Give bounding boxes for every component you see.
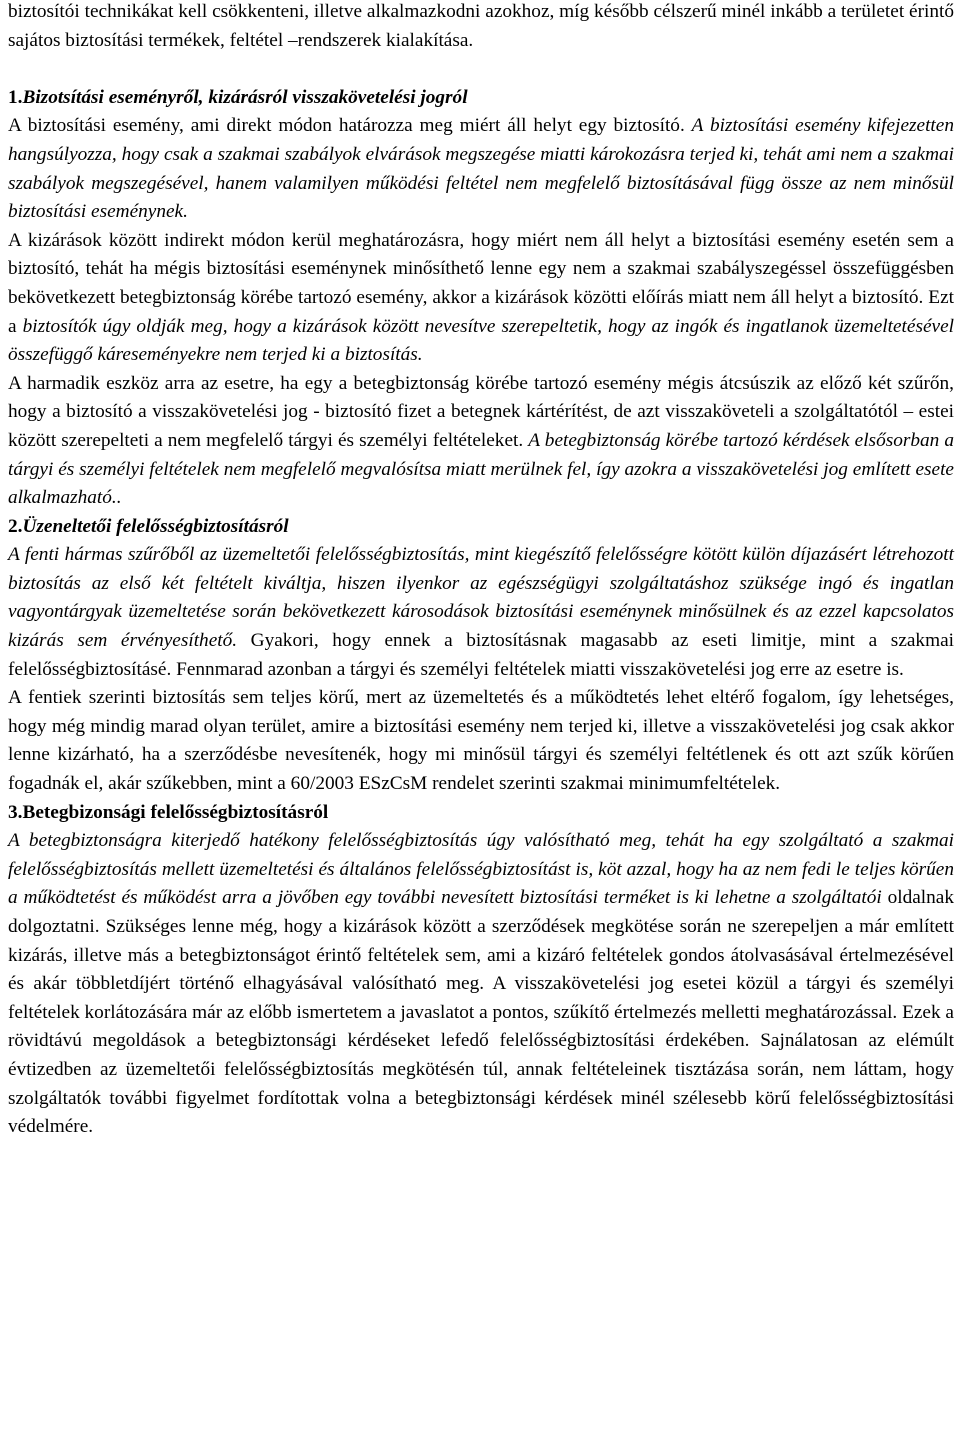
paragraph [8, 827, 954, 1142]
section-heading-1 [8, 84, 954, 113]
document-page [8, 0, 954, 1142]
section-title: Bizotsítási eseményről, kizárásról visszakövetelési jogról [22, 86, 468, 108]
paragraph-text: Gyakori, hogy ennek a biztosításnak magasabb az eseti limitje, mint a szakmai felelősségbiztosításé. Fennmarad azonban a tárgyi és személyi feltételek miatti visszakövetelési jog erre az esetre is. [8, 630, 954, 680]
paragraph-italic-text: A fenti hármas szűrőből az üzemeltetői felelősségbiztosítás, mint kiegészítő felelősségre kötött külön díjazásért létrehozott biztosítás az első két feltételt kiváltja, hiszen ilyenkor az egészségügyi szolgáltatáshoz szüksége ingó és ingatlan vagyontárgyak üzemeltetése során bekövetkezett károsodások biztosítási eseménynek minősülnek és az ezzel kapcsolatos kizárás sem érvényesíthető. [8, 544, 954, 652]
section-number: 3. [8, 801, 23, 823]
paragraph-text: A kizárások között indirekt módon kerül meghatározásra, hogy miért nem áll helyt a biztosítási esemény esetén sem a biztosító, tehát ha mégis biztosítási eseménynek minősíthető lenne egy nem a szakmai szabályszegéssel összefüggésben bekövetkezett betegbiztonság körébe tartozó esemény, akkor a kizárások közötti előírás miatt nem áll helyt a biztosító. Ezt a [8, 229, 954, 337]
paragraph-italic-text: A betegbiztonság körébe tartozó kérdések elsősorban a tárgyi és személyi feltételek nem megfelelő megvalósítsa miatt merülnek fel, így azokra a visszakövetelési jog említett esete alkalmazható.. [8, 429, 955, 509]
paragraph-text: A harmadik eszköz arra az esetre, ha egy a betegbiztonság körébe tartozó esemény mégis átcsúszik az előző két szűrőn, hogy a biztosító a visszakövetelési jog - biztosító fizet a betegnek kártérítést, de azt visszaköveteli a szolgáltatótól – estei között szerepelteti a nem megfelelő tárgyi és személyi feltételeket. [8, 372, 954, 451]
paragraph [8, 370, 954, 513]
section-title: Üzeneltetői felelősségbiztosításról [22, 515, 289, 537]
paragraph-text: oldalnak dolgoztatni. Szükséges lenne még, hogy a kizárások között a szerződések megkötése során ne szerepeljen a már említett kizárás, illetve más a betegbiztonságot érintő feltételek sem, ami a kizáró feltételek gondos átolvasásával értelmezésével és akár többletdíjért történő elhagyásával valósítható meg. A visszakövetelési jog esetei közül a tárgyi és személyi feltételek korlátozására már az előbb ismertetem a javaslatot a pontos, szűkítő értelmezés melletti meghatározással. Ezek a rövidtávú megoldások a betegbiztonsági kérdéseket lefedő felelősségbiztosítási érdekében. Sajnálatosan az elémúlt évtizedben az üzemeltetői felelősségbiztosítás megkötésén túl, annak feltételeinek tisztázása során, nem láttam, hogy szolgáltatók további figyelmet fordítottak volna a betegbiztonsági kérdések minél szélesebb körű felelősségbiztosítási védelmére. [8, 887, 954, 1138]
paragraph-text: A fentiek szerinti biztosítás sem teljes körű, mert az üzemeltetés és a működtetés lehet eltérő fogalom, így lehetséges, hogy még mindig marad olyan terület, amire a biztosítási esemény nem terjed ki, illetve a visszakövetelési jog csak akkor lenne kizárható, ha a szerződésbe nevesítenék, hogy mi minősül tárgyi és személyi feltétlenek és ott azt szűk körűen fogadnák el, akár szűkebben, mint a 60/2003 ESzCsM rendelet szerinti szakmai minimumfeltételek. [8, 687, 954, 795]
paragraph [8, 227, 954, 370]
section-heading-3 [8, 799, 954, 828]
section-number: 1. [8, 86, 23, 108]
paragraph-italic-text: A biztosítási esemény kifejezetten hangsúlyozza, hogy csak a szakmai szabályok elvárások megszegése miatti károkozásra terjed ki, tehát ami nem a szakmai szabályok megszegésével, hanem valamilyen működési feltétel nem megfelelő biztosításával függ össze az nem minősül biztosítási eseménynek. [8, 115, 954, 223]
section-title: Betegbizonsági felelősségbiztosításról [22, 801, 329, 823]
paragraph-italic-text: A betegbiztonságra kiterjedő hatékony felelősségbiztosítás úgy valósítható meg, tehát ha egy szolgáltató a szakmai felelősségbiztosítás mellett üzemeltetési és általános felelősségbiztosítást is, köt azzal, hogy ha az nem fedi le teljes körűen a működtetést és működést arra a jövőben egy további nevesített biztosítási terméket is ki lehetne a szolgáltatói [8, 830, 954, 909]
paragraph [8, 684, 954, 798]
paragraph-italic-text: biztosítók úgy oldják meg, hogy a kizárások között nevesítve szerepeltetik, hogy az ingók és ingatlanok üzemeltetésével összefüggő káreseményekre nem terjed ki a biztosítás. [8, 315, 954, 366]
intro-paragraph: biztosítói technikákat kell csökkenteni, illetve alkalmazkodni azokhoz, míg később célszerű minél inkább a területet érintő sajátos biztosítási termékek, feltétel –rendszerek kialakítása. [8, 1, 954, 51]
paragraph-text: A biztosítási esemény, ami direkt módon határozza meg miért áll helyt egy biztosító. [8, 115, 692, 137]
section-heading-2 [8, 513, 954, 542]
section-number: 2. [8, 515, 23, 537]
paragraph [8, 112, 954, 226]
paragraph [8, 541, 954, 684]
